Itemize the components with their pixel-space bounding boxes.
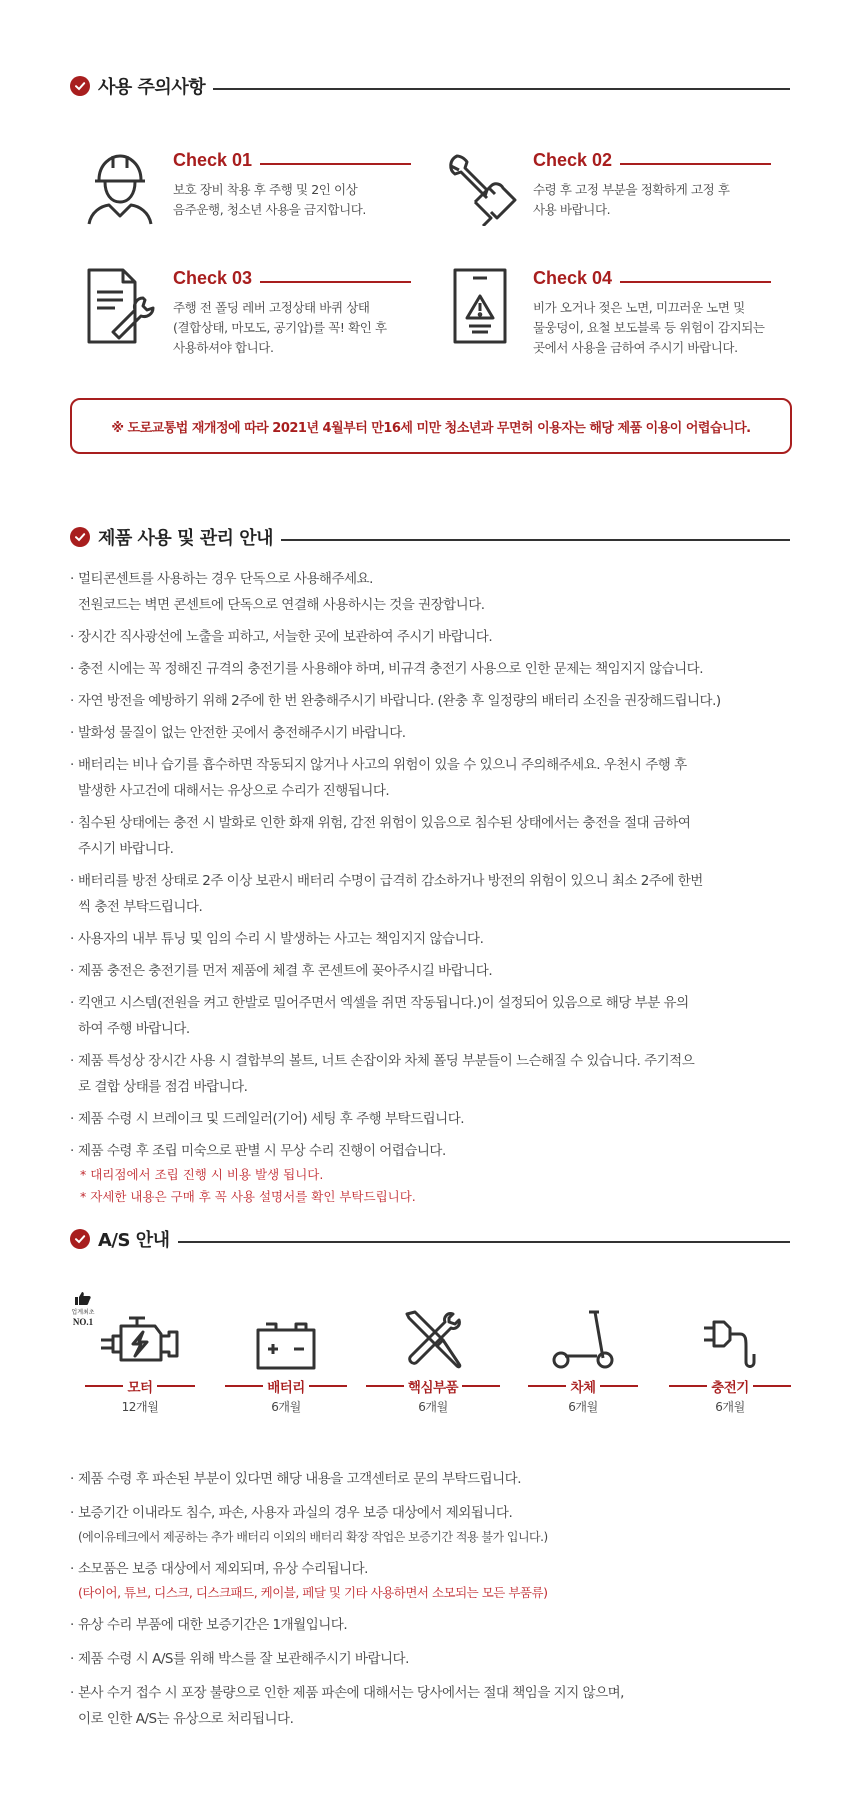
warranty-core-parts	[363, 1290, 503, 1415]
list-item: · 배터리를 방전 상태로 2주 이상 보관시 배터리 수명이 급격히 감소하거나 방전의 위험이 있으니 최소 2주에 한번 씩 충전 부탁드립니다.	[70, 868, 800, 920]
list-item: · 제품 충전은 충전기를 먼저 제품에 체결 후 콘센트에 꽂아주시길 바랍니다.	[70, 958, 800, 984]
warning-sign-icon	[445, 268, 525, 348]
check-description: 수령 후 고정 부분을 정확하게 고정 후 사용 바랍니다.	[533, 182, 730, 217]
list-item: · 제품 수령 후 파손된 부분이 있다면 해당 내용을 고객센터로 문의 부탁드립니다.	[70, 1466, 800, 1492]
section-header-usage	[70, 524, 790, 550]
check-description: 비가 오거나 젖은 노면, 미끄러운 노면 및 물웅덩이, 요철 보도블록 등 위험이 감지되는 곳에서 사용을 금하여 주시기 바랍니다.	[533, 300, 765, 355]
usage-note: * 자세한 내용은 구매 후 꼭 사용 설명서를 확인 부탁드립니다.	[80, 1189, 416, 1204]
divider	[213, 88, 790, 90]
check-item-01	[85, 150, 465, 260]
list-item: · 제품 수령 시 A/S를 위해 박스를 잘 보관해주시기 바랍니다.	[70, 1646, 800, 1672]
list-item: · 멀티콘센트를 사용하는 경우 단독으로 사용해주세요. 전원코드는 벽면 콘센트에 단독으로 연결해 사용하시는 것을 권장합니다.	[70, 566, 800, 618]
check-circle-icon	[70, 527, 90, 547]
list-item: · 장시간 직사광선에 노출을 피하고, 서늘한 곳에 보관하여 주시기 바랍니다.	[70, 624, 800, 650]
warranty-period: 6개월	[271, 1400, 301, 1414]
warranty-body	[513, 1290, 653, 1415]
check-item-02	[445, 150, 825, 260]
list-item: · 소모품은 보증 대상에서 제외되며, 유상 수리됩니다. (타이어, 튜브, 디스크, 디스크패드, 케이블, 페달 및 기타 사용하면서 소모되는 모든 부품류)	[70, 1556, 800, 1604]
wrench-hand-icon	[445, 150, 525, 230]
section-title: 제품 사용 및 관리 안내	[98, 528, 274, 549]
list-item: · 보증기간 이내라도 침수, 파손, 사용자 과실의 경우 보증 대상에서 제외됩니다. (에이유테크에서 제공하는 추가 배터리 이외의 배터리 확장 작업은 보증기간 적용 불가 입니다.)	[70, 1500, 800, 1548]
section-title: 사용 주의사항	[98, 77, 206, 98]
scooter-icon	[513, 1290, 653, 1370]
list-item: · 제품 수령 후 조립 미숙으로 판별 시 무상 수리 진행이 어렵습니다.	[70, 1138, 800, 1164]
check-title: Check 01	[173, 150, 411, 171]
check-circle-icon	[70, 76, 90, 96]
warranty-label: 차체	[570, 1380, 596, 1396]
warranty-label: 핵심부품	[407, 1380, 459, 1396]
motor-icon	[70, 1290, 210, 1370]
divider	[281, 539, 790, 541]
no1-badge: 업계최초 NO.1	[70, 1290, 96, 1327]
list-item: · 제품 특성상 장시간 사용 시 결합부의 볼트, 너트 손잡이와 차체 폴딩 부분들이 느슨해질 수 있습니다. 주기적으 로 결합 상태를 점검 바랍니다.	[70, 1048, 800, 1100]
check-description: 보호 장비 착용 후 주행 및 2인 이상 음주운행, 청소년 사용을 금지합니다.	[173, 182, 366, 217]
document-wrench-icon	[85, 268, 165, 348]
warranty-label: 충전기	[711, 1380, 749, 1396]
list-item: · 유상 수리 부품에 대한 보증기간은 1개월입니다.	[70, 1612, 800, 1638]
warranty-label: 모터	[127, 1380, 153, 1396]
divider	[178, 1241, 790, 1243]
battery-icon	[216, 1290, 356, 1370]
warranty-charger	[660, 1290, 800, 1415]
check-item-04	[445, 268, 825, 378]
list-item: · 배터리는 비나 습기를 흡수하면 작동되지 않거나 사고의 위험이 있을 수 있으니 주의해주세요. 우천시 주행 후 발생한 사고건에 대해서는 유상으로 수리가 진행됩니다.	[70, 752, 800, 804]
legal-notice-box	[70, 398, 792, 454]
worker-helmet-icon	[85, 150, 165, 230]
warranty-label: 배터리	[267, 1380, 305, 1396]
list-item: · 제품 수령 시 브레이크 및 드레일러(기어) 세팅 후 주행 부탁드립니다.	[70, 1106, 800, 1132]
check-title: Check 02	[533, 150, 771, 171]
check-item-03	[85, 268, 465, 378]
plug-icon	[660, 1290, 800, 1370]
check-circle-icon	[70, 1229, 90, 1249]
warranty-period: 6개월	[568, 1400, 598, 1414]
warranty-icons	[70, 1290, 800, 1420]
warranty-period: 12개월	[121, 1400, 159, 1414]
list-item: · 자연 방전을 예방하기 위해 2주에 한 번 완충해주시기 바랍니다. (완충 후 일정량의 배터리 소진을 권장해드립니다.)	[70, 688, 800, 714]
section-title: A/S 안내	[98, 1230, 170, 1251]
tools-icon	[363, 1290, 503, 1370]
check-title: Check 04	[533, 268, 771, 289]
warranty-battery	[216, 1290, 356, 1415]
list-item: · 킥앤고 시스템(전원을 켜고 한발로 밀어주면서 엑셀을 쥐면 작동됩니다.)이 설정되어 있음으로 해당 부분 유의 하여 주행 바랍니다.	[70, 990, 800, 1042]
section-header-as	[70, 1226, 790, 1252]
list-item: · 침수된 상태에는 충전 시 발화로 인한 화재 위험, 감전 위험이 있음으로 침수된 상태에서는 충전을 절대 금하여 주시기 바랍니다.	[70, 810, 800, 862]
check-title: Check 03	[173, 268, 411, 289]
list-item: · 본사 수거 접수 시 포장 불량으로 인한 제품 파손에 대해서는 당사에서는 절대 책임을 지지 않으며, 이로 인한 A/S는 유상으로 처리됩니다.	[70, 1680, 800, 1732]
warranty-motor	[70, 1290, 210, 1415]
legal-notice-text: ※ 도로교통법 재개정에 따라 2021년 4월부터 만16세 미만 청소년과 무면허 이용자는 해당 제품 이용이 어렵습니다.	[111, 420, 751, 436]
as-list	[70, 1466, 800, 1732]
list-item: · 충전 시에는 꼭 정해진 규격의 충전기를 사용해야 하며, 비규격 충전기 사용으로 인한 문제는 책임지지 않습니다.	[70, 656, 800, 682]
warranty-period: 6개월	[715, 1400, 745, 1414]
warranty-period: 6개월	[418, 1400, 448, 1414]
check-description: 주행 전 폴딩 레버 고정상태 바퀴 상태 (결합상태, 마모도, 공기압)를 꼭! 확인 후 사용하셔야 합니다.	[173, 300, 387, 355]
list-item: · 사용자의 내부 튜닝 및 임의 수리 시 발생하는 사고는 책임지지 않습니다.	[70, 926, 800, 952]
usage-list	[70, 566, 800, 1208]
usage-note: * 대리점에서 조립 진행 시 비용 발생 됩니다.	[80, 1167, 324, 1182]
list-item: · 발화성 물질이 없는 안전한 곳에서 충전해주시기 바랍니다.	[70, 720, 800, 746]
section-header-cautions	[70, 73, 790, 99]
